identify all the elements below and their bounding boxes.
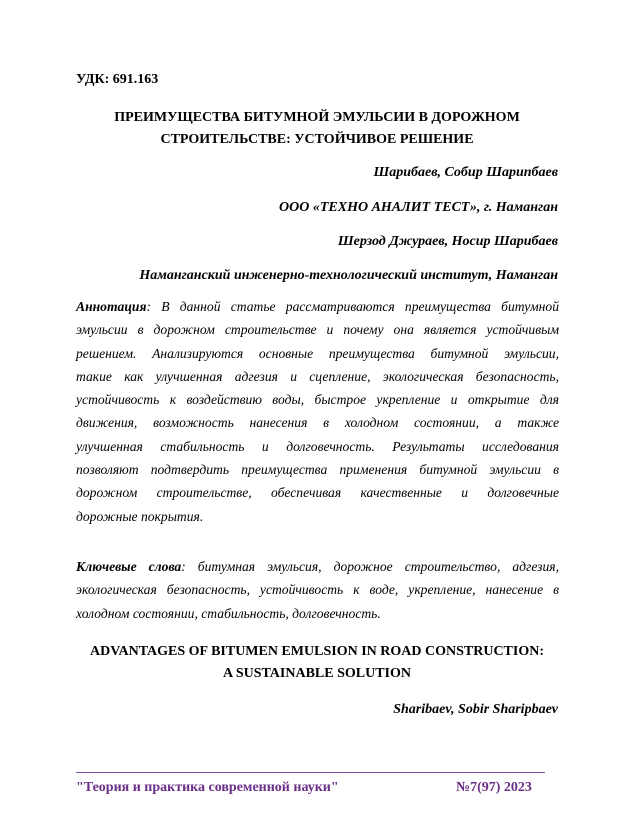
- abstract-label: Аннотация: [76, 299, 147, 314]
- author-names-1: Шарибаев, Собир Шарипбаев: [373, 165, 558, 180]
- abstract-line: движения, возможность нанесения в холодном состоянии, а также: [76, 415, 559, 431]
- keywords-line: экологическая безопасность, устойчивость к воде, укрепление, нанесение в: [76, 582, 559, 598]
- author-names-2: Шерзод Джураев, Носир Шарибаев: [337, 234, 558, 249]
- affiliation-2: Наманганский инженерно-технологический институт, Наманган: [139, 268, 558, 283]
- english-title-line-2: A SUSTAINABLE SOLUTION: [222, 666, 412, 681]
- abstract-line: решением. Анализируются основные преимущества битумной эмульсии,: [76, 345, 559, 361]
- abstract-line: Аннотация: В данной статье рассматриваются преимущества битумной: [76, 299, 559, 314]
- russian-title: [60, 107, 574, 151]
- abstract-line: дорожные покрытия.: [76, 508, 204, 524]
- russian-title-line-1: ПРЕИМУЩЕСТВА БИТУМНОЙ ЭМУЛЬСИИ В ДОРОЖНОМ: [114, 110, 520, 125]
- keywords-line: холодном состоянии, стабильность, долговечность.: [76, 605, 381, 621]
- abstract-line: устойчивость к воздействию воды, быстрое укрепление и открытие для: [76, 392, 559, 408]
- abstract-line: улучшенная стабильность и долговечность. Результаты исследования: [76, 438, 559, 454]
- english-title-line-1: ADVANTAGES OF BITUMEN EMULSION IN ROAD CONSTRUCTION:: [89, 644, 544, 659]
- abstract-line: дорожном строительстве, обеспечивая качественные и долговечные: [76, 485, 559, 501]
- udk-code: УДК: 691.163: [76, 72, 159, 87]
- footer-divider: [76, 772, 545, 773]
- affiliation-1: ООО «ТЕХНО АНАЛИТ ТЕСТ», г. Наманган: [279, 200, 558, 215]
- abstract: [76, 295, 559, 528]
- journal-name: "Теория и практика современной науки": [76, 780, 339, 795]
- keywords: [76, 555, 559, 625]
- english-title: [60, 641, 574, 685]
- abstract-line: позволяют подтвердить преимущества применения битумной эмульсии в: [76, 462, 559, 478]
- abstract-line: эмульсии в дорожном строительстве и почему она является устойчивым: [76, 322, 559, 338]
- keywords-line: Ключевые слова: битумная эмульсия, дорожное строительство, адгезия,: [76, 559, 559, 574]
- english-author-names: Sharibaev, Sobir Sharipbaev: [393, 702, 558, 717]
- russian-title-line-2: СТРОИТЕЛЬСТВЕ: УСТОЙЧИВОЕ РЕШЕНИЕ: [160, 132, 474, 147]
- journal-issue: №7(97) 2023: [456, 780, 532, 795]
- abstract-line: такие как улучшенная адгезия и сцепление, экологическая безопасность,: [76, 368, 559, 384]
- keywords-label: Ключевые слова: [76, 559, 182, 574]
